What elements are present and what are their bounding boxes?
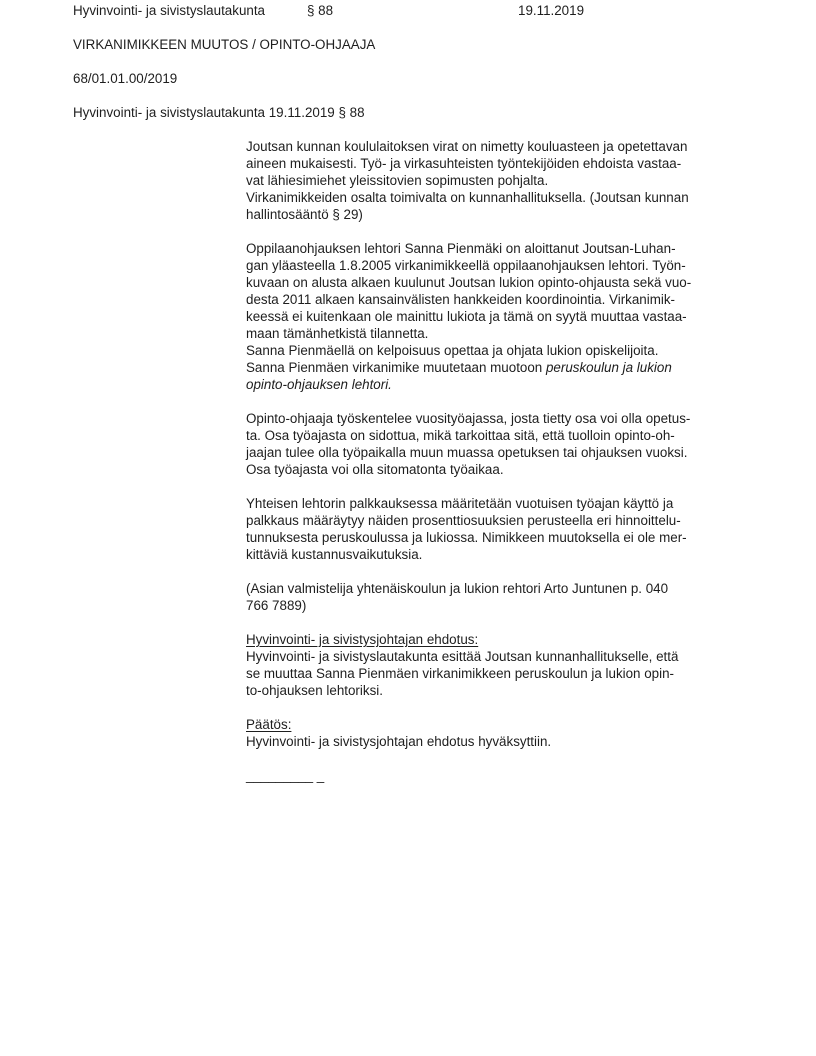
decision-section [246, 716, 816, 750]
text-line: jaajan tulee olla työpaikalla muun muassa opetuksen tai ohjauksen vuoksi. [246, 445, 688, 460]
case-number: 68/01.01.00/2019 [73, 71, 178, 86]
text-line: aineen mukaisesti. Työ- ja virkasuhteisten työntekijöiden ehdoista vastaa- [246, 156, 682, 171]
section-number: § 88 [307, 3, 334, 18]
text-line: Hyvinvointi- ja sivistysjohtajan ehdotus hyväksyttiin. [246, 734, 552, 749]
section-heading: Hyvinvointi- ja sivistysjohtajan ehdotus: [246, 632, 479, 647]
text-line: 766 7889) [246, 598, 307, 613]
section-heading: Päätös: [246, 717, 292, 732]
text-line: Virkanimikkeiden osalta toimivalta on kunnanhallituksella. (Joutsan kunnan [246, 190, 689, 205]
text-line: Sanna Pienmäellä on kelpoisuus opettaa ja ohjata lukion opiskelijoita. [246, 343, 659, 358]
text-line: maan tämänhetkistä tilannetta. [246, 326, 429, 341]
text-line: Yhteisen lehtorin palkkauksessa määritetään vuotuisen työajan käyttö ja [246, 496, 674, 511]
text-line: se muuttaa Sanna Pienmäen virkanimikkeen peruskoulun ja lukion opin- [246, 666, 675, 681]
document-body [0, 138, 816, 784]
text-line: gan yläasteella 1.8.2005 virkanimikkeellä oppilaanohjauksen lehtori. Työn- [246, 258, 686, 273]
body-paragraph [246, 580, 816, 614]
text-line: keessä ei kuitenkaan ole mainittu lukiota ja tämä on syytä muuttaa vastaa- [246, 309, 687, 324]
body-paragraph [246, 240, 816, 393]
decision-section [246, 631, 816, 699]
text-line: (Asian valmistelija yhtenäiskoulun ja lukion rehtori Arto Juntunen p. 040 [246, 581, 669, 596]
text-line: tunnuksesta peruskoulussa ja lukiossa. Nimikkeen muutoksella ei ole mer- [246, 530, 687, 545]
text-line: Opinto-ohjaaja työskentelee vuosityöajassa, josta tietty osa voi olla opetus- [246, 411, 691, 426]
body-paragraph [246, 138, 816, 223]
document-header [0, 2, 816, 19]
meeting-date: 19.11.2019 [518, 3, 585, 18]
text-line: desta 2011 alkaen kansainvälisten hankkeiden koordinointia. Virkanimik- [246, 292, 676, 307]
text-line: palkkaus määräytyy näiden prosenttiosuuksien perusteella eri hinnoittelu- [246, 513, 681, 528]
text-line: to-ohjauksen lehtoriksi. [246, 683, 383, 698]
text-line: hallintosääntö § 29) [246, 207, 363, 222]
body-paragraph [246, 495, 816, 563]
text-line: Osa työajasta voi olla sitomatonta työaikaa. [246, 462, 504, 477]
text-line: Sanna Pienmäen virkanimike muutetaan muotoon peruskoulun ja lukion [246, 360, 672, 375]
text-line: ta. Osa työajasta on sidottua, mikä tarkoittaa sitä, että tuolloin opinto-oh- [246, 428, 675, 443]
text-line: kittäviä kustannusvaikutuksia. [246, 547, 423, 562]
signature-line: _________ _ [246, 768, 325, 783]
document-title: VIRKANIMIKKEEN MUUTOS / OPINTO-OHJAAJA [73, 37, 376, 52]
text-line: Joutsan kunnan koululaitoksen virat on nimetty kouluasteen ja opetettavan [246, 139, 688, 154]
text-line: vat lähiesimiehet yleissitovien sopimusten pohjalta. [246, 173, 549, 188]
text-line: Oppilaanohjauksen lehtori Sanna Pienmäki on aloittanut Joutsan-Luhan- [246, 241, 676, 256]
committee-subheader: Hyvinvointi- ja sivistyslautakunta 19.11.2019 § 88 [73, 105, 365, 120]
text-line: kuvaan on alusta alkaen kuulunut Joutsan lukion opinto-ohjausta sekä vuo- [246, 275, 692, 290]
signature-block [246, 767, 816, 784]
text-line: Hyvinvointi- ja sivistyslautakunta esittää Joutsan kunnanhallitukselle, että [246, 649, 679, 664]
committee-name: Hyvinvointi- ja sivistyslautakunta [73, 3, 266, 18]
body-paragraph [246, 410, 816, 478]
text-line: opinto-ohjauksen lehtori. [246, 377, 392, 392]
